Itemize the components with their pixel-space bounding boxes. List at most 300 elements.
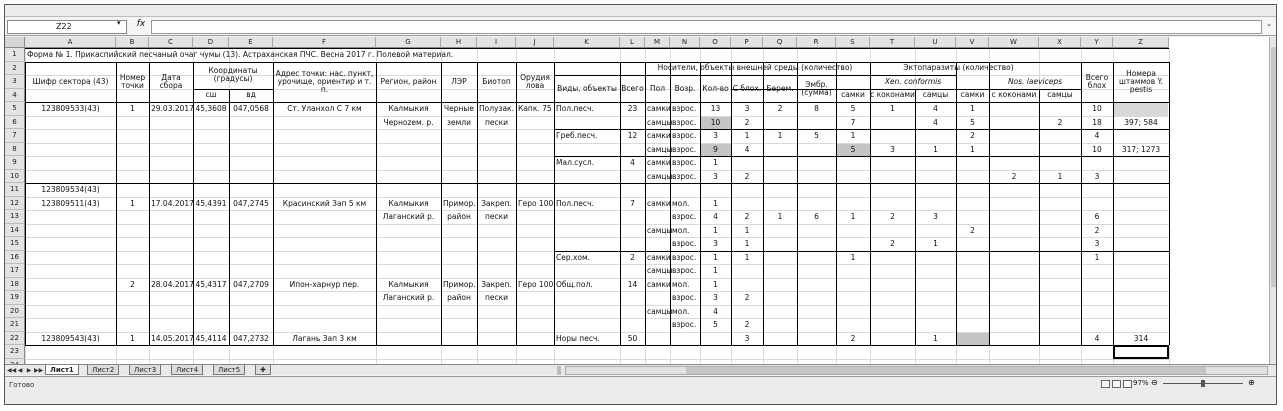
cell[interactable]: 8 xyxy=(814,104,819,113)
cell[interactable]: 3 xyxy=(1094,239,1100,248)
cell[interactable]: 13 xyxy=(710,104,721,113)
sheet-tab[interactable]: Лист3 xyxy=(129,365,161,375)
cell-border xyxy=(915,89,916,346)
row-header[interactable]: 8 xyxy=(5,143,25,157)
row-header[interactable]: 1 xyxy=(5,48,25,62)
cell[interactable]: 2 xyxy=(777,104,783,113)
column-header[interactable]: G xyxy=(376,37,441,48)
cell[interactable]: район xyxy=(447,212,471,221)
sheet-tab[interactable]: Лист4 xyxy=(171,365,203,375)
cell[interactable]: 1 xyxy=(713,279,718,289)
column-header[interactable]: A xyxy=(25,37,116,48)
cell[interactable]: 3 xyxy=(1094,171,1100,181)
cell[interactable]: самки xyxy=(647,131,671,140)
sheet-title: Форма № 1. Прикаспийский песчаный очаг чумы (13). Астраханская ПЧС. Весна 2017 г. Полевой материал. xyxy=(27,50,454,59)
cell[interactable]: Мал.сусл. xyxy=(556,158,595,167)
select-all-corner[interactable] xyxy=(5,37,25,48)
cell[interactable]: 5 xyxy=(850,144,856,154)
header-address: Адрес точки: нас. пункт, урочище, ориентир и т. п. xyxy=(275,68,374,94)
gridline xyxy=(25,224,1169,225)
header-ectoparasites: Эктопаразиты (количество) xyxy=(903,63,1014,73)
cell[interactable]: 1 xyxy=(777,212,783,221)
cell[interactable]: мол. xyxy=(672,306,690,316)
cell[interactable]: пески xyxy=(484,212,509,221)
cell[interactable]: взрос. xyxy=(672,212,697,221)
cell[interactable]: 5 xyxy=(713,320,718,329)
cell[interactable]: Сер.хом. xyxy=(556,252,591,262)
cell[interactable]: 3 xyxy=(713,239,718,248)
cell[interactable]: 2 xyxy=(744,293,750,302)
cell[interactable]: 4 xyxy=(933,104,938,113)
cell[interactable]: 314 xyxy=(1133,333,1149,343)
cell[interactable]: взрос. xyxy=(672,144,697,154)
cell[interactable]: 1 xyxy=(713,266,718,275)
cell[interactable]: 23 xyxy=(627,104,638,113)
cell[interactable]: взрос. xyxy=(672,266,697,275)
cell-border xyxy=(554,129,1169,130)
cell[interactable]: 45,4391 xyxy=(195,198,227,208)
cell[interactable]: 1 xyxy=(744,225,750,235)
header-embryos: Эмбр. (сумма) xyxy=(801,79,832,97)
row-header[interactable]: 4 xyxy=(5,89,25,103)
cell[interactable]: 2 xyxy=(850,333,856,343)
page-break-view-icon[interactable] xyxy=(1123,380,1132,388)
cell[interactable]: 7 xyxy=(850,117,856,127)
cell[interactable]: 4 xyxy=(1094,131,1100,140)
cell-border xyxy=(116,62,117,346)
first-sheet-icon[interactable]: ◀◀ xyxy=(7,367,17,374)
cell[interactable]: Закреп. xyxy=(481,279,512,289)
cell[interactable]: самки xyxy=(647,104,671,113)
row-header[interactable]: 13 xyxy=(5,210,25,224)
cell[interactable]: Лаганский р. xyxy=(382,212,435,221)
cell[interactable]: взрос. xyxy=(672,239,697,248)
cell[interactable]: 2 xyxy=(1011,171,1017,181)
row-header[interactable]: 12 xyxy=(5,197,25,211)
row-header[interactable]: 11 xyxy=(5,183,25,197)
row-header[interactable]: 20 xyxy=(5,305,25,319)
cell[interactable]: 2 xyxy=(744,212,750,221)
cell[interactable]: 17.04.2017 xyxy=(151,198,194,208)
cell[interactable]: 2 xyxy=(1057,117,1063,127)
cell[interactable]: 3 xyxy=(713,293,718,302)
cell-border xyxy=(700,62,701,346)
column-header[interactable]: P xyxy=(731,37,763,48)
normal-view-icon[interactable] xyxy=(1101,380,1110,388)
header-strains: Номера штаммов Y. pestis xyxy=(1119,68,1163,94)
row-header[interactable]: 9 xyxy=(5,156,25,170)
cell[interactable]: Лагань Зап 3 км xyxy=(292,333,357,343)
cell[interactable]: 3 xyxy=(744,333,750,343)
cell[interactable]: Капк. 75 xyxy=(518,104,552,113)
cell[interactable]: 45,4114 xyxy=(195,333,227,343)
cell[interactable]: 6 xyxy=(814,212,819,221)
row-header[interactable]: 23 xyxy=(5,345,25,359)
cell[interactable]: Закреп. xyxy=(481,198,512,208)
header-sex: Пол xyxy=(649,83,666,93)
header-with-cocoons: с коконами xyxy=(991,90,1037,100)
row-header[interactable]: 16 xyxy=(5,251,25,265)
header-longitude: вд xyxy=(246,90,256,100)
cell[interactable]: 047,2745 xyxy=(233,198,269,208)
cell[interactable]: 14 xyxy=(627,279,638,289)
cell[interactable]: 1 xyxy=(713,252,718,262)
cell[interactable]: мол. xyxy=(672,279,690,289)
cell[interactable]: 3 xyxy=(713,171,718,181)
row-header[interactable]: 18 xyxy=(5,278,25,292)
zoom-level[interactable]: 97% xyxy=(1133,379,1149,387)
highlighted-cell xyxy=(957,333,989,346)
gridline xyxy=(25,197,1169,198)
row-header[interactable]: 10 xyxy=(5,170,25,184)
cell[interactable]: 2 xyxy=(744,320,750,329)
cell[interactable]: 2 xyxy=(970,225,975,235)
column-header[interactable]: Y xyxy=(1081,37,1113,48)
cell[interactable]: 2 xyxy=(744,171,750,181)
status-text: Готово xyxy=(9,381,35,389)
header-count: Кол-во xyxy=(702,83,729,93)
row-header[interactable]: 7 xyxy=(5,129,25,143)
cell[interactable]: 18 xyxy=(1092,117,1102,127)
column-header[interactable]: O xyxy=(700,37,731,48)
cell-border xyxy=(25,183,1169,184)
last-sheet-icon[interactable]: ▶▶ xyxy=(34,367,44,374)
cell[interactable]: Пол.песч. xyxy=(556,198,594,208)
cell-border xyxy=(554,251,1169,252)
row-header[interactable]: 3 xyxy=(5,75,25,89)
cell[interactable]: Греб.песч. xyxy=(556,131,598,140)
spreadsheet-window xyxy=(4,4,1277,405)
column-header[interactable]: Q xyxy=(763,37,797,48)
scroll-thumb[interactable] xyxy=(686,367,1206,374)
cell[interactable]: Геро 100 xyxy=(518,279,554,289)
cell[interactable]: 1 xyxy=(850,252,856,262)
highlighted-cell xyxy=(1114,103,1168,116)
row-header[interactable]: 21 xyxy=(5,318,25,332)
cell[interactable]: 4 xyxy=(933,117,938,127)
gridline xyxy=(25,305,1169,306)
cell[interactable]: 29.03.2017 xyxy=(151,104,194,113)
cell-border xyxy=(1113,62,1114,346)
cell[interactable]: Норы песч. xyxy=(556,333,600,343)
function-icon[interactable]: fx xyxy=(136,19,146,29)
cell[interactable]: самцы xyxy=(647,225,673,235)
column-header[interactable]: D xyxy=(193,37,229,48)
row-header[interactable]: 15 xyxy=(5,237,25,251)
cell[interactable]: 28.04.2017 xyxy=(151,279,194,289)
vertical-scrollbar[interactable] xyxy=(1269,37,1276,364)
cell[interactable]: 4 xyxy=(1094,333,1100,343)
cell[interactable]: самки xyxy=(647,198,671,208)
row-header[interactable]: 22 xyxy=(5,332,25,346)
cell[interactable]: Красинский Зап 5 км xyxy=(282,198,367,208)
cell-grid[interactable] xyxy=(5,37,1270,364)
cell[interactable]: 047,0568 xyxy=(233,104,269,113)
header-latitude: сш xyxy=(205,90,217,100)
cell[interactable]: Пол.песч. xyxy=(556,104,594,113)
header-trap-tool: Орудия лова xyxy=(520,72,550,90)
cell-border xyxy=(25,62,26,346)
cell[interactable]: пески xyxy=(484,293,509,302)
header-females: самки xyxy=(841,90,865,100)
header-coordinates: Координаты (градусы) xyxy=(208,66,258,83)
cell-border xyxy=(441,62,442,346)
cell[interactable]: взрос. xyxy=(672,320,697,329)
header-point-number: Номер точки xyxy=(119,72,146,90)
prev-sheet-icon[interactable]: ◀ xyxy=(17,367,23,374)
cell[interactable]: 1 xyxy=(970,144,975,154)
zoom-slider-handle[interactable] xyxy=(1201,380,1205,387)
cell[interactable]: Примор. xyxy=(443,198,476,208)
gridline xyxy=(25,170,1169,171)
horizontal-scrollbar[interactable] xyxy=(565,366,1268,375)
cell[interactable]: 5 xyxy=(970,117,975,127)
column-header[interactable]: T xyxy=(870,37,915,48)
cell[interactable]: 5 xyxy=(850,104,856,113)
cell[interactable]: Лаганский р. xyxy=(382,293,435,302)
cell[interactable]: Черноzем. р. xyxy=(383,117,434,127)
column-header[interactable]: I xyxy=(477,37,516,48)
cell[interactable]: Ипон-харнур пер. xyxy=(289,279,360,289)
cell[interactable]: 14.05.2017 xyxy=(151,333,194,343)
scroll-thumb[interactable] xyxy=(1271,47,1276,287)
sheet-tab[interactable]: Лист2 xyxy=(87,365,119,375)
cell[interactable]: взрос. xyxy=(672,252,697,262)
cell[interactable]: взрос. xyxy=(672,158,697,167)
gridline xyxy=(25,318,1169,319)
cell[interactable]: 1 xyxy=(850,131,856,140)
cell[interactable]: 1 xyxy=(130,104,135,113)
cell[interactable]: 4 xyxy=(713,212,718,221)
cell[interactable]: взрос. xyxy=(672,171,697,181)
cell[interactable]: 047,2709 xyxy=(233,279,269,289)
cell[interactable]: 10 xyxy=(710,117,721,127)
cell[interactable]: Черные xyxy=(444,104,474,113)
gridline xyxy=(25,210,1169,211)
cell[interactable]: самки xyxy=(647,252,671,262)
column-header[interactable]: L xyxy=(620,37,645,48)
header-nos-laeviceps: Nos. laeviceps xyxy=(1007,76,1063,86)
cell[interactable]: 123809533(43) xyxy=(41,104,100,113)
next-sheet-icon[interactable]: ▶ xyxy=(26,367,32,374)
active-cell-selection[interactable] xyxy=(1113,345,1169,359)
cell[interactable]: 123809534(43) xyxy=(41,185,100,194)
column-header[interactable]: Z xyxy=(1113,37,1169,48)
cell[interactable]: 1 xyxy=(130,198,135,208)
cell[interactable]: 1 xyxy=(130,333,135,343)
tab-split-handle[interactable] xyxy=(557,366,561,375)
sheet-tabs-bar xyxy=(5,364,1276,375)
cell[interactable]: 1 xyxy=(933,144,938,154)
cell[interactable]: 2 xyxy=(744,117,750,127)
cell-border xyxy=(763,62,764,346)
cell-border xyxy=(554,156,1169,157)
cell[interactable]: самки xyxy=(647,279,671,289)
cell[interactable]: самцы xyxy=(647,117,673,127)
cell[interactable]: взрос. xyxy=(672,293,697,302)
column-header[interactable]: V xyxy=(956,37,989,48)
cell-border xyxy=(1039,89,1040,346)
cell[interactable]: 3 xyxy=(933,212,938,221)
cell[interactable]: 2 xyxy=(890,212,895,221)
gridline xyxy=(25,291,1169,292)
header-region: Регион, район xyxy=(380,76,437,86)
zoom-out-icon[interactable]: ⊖ xyxy=(1151,378,1158,387)
column-header[interactable]: F xyxy=(273,37,376,48)
column-header[interactable]: E xyxy=(229,37,273,48)
header-males: самцы xyxy=(922,90,949,100)
cell[interactable]: Калмыкия xyxy=(388,279,429,289)
cell[interactable]: 12 xyxy=(627,131,638,140)
cell[interactable]: самцы xyxy=(647,266,673,275)
cell[interactable]: 1 xyxy=(713,225,718,235)
cell[interactable]: 123809543(43) xyxy=(41,333,100,343)
cell[interactable]: Калмыкия xyxy=(388,104,429,113)
name-box[interactable]: Z22 xyxy=(7,20,127,34)
gridline xyxy=(25,332,1169,333)
cell[interactable]: 50 xyxy=(627,333,638,343)
cell[interactable]: мол. xyxy=(672,198,690,208)
cell-border xyxy=(273,62,274,346)
cell[interactable]: 3 xyxy=(890,144,895,154)
cell[interactable]: 123809511(43) xyxy=(41,198,100,208)
cell[interactable]: 10 xyxy=(1092,144,1102,154)
cell[interactable]: 1 xyxy=(933,333,938,343)
row-header[interactable]: 2 xyxy=(5,62,25,76)
column-header[interactable]: J xyxy=(516,37,554,48)
cell[interactable]: пески xyxy=(484,117,509,127)
cell[interactable]: взрос. xyxy=(672,104,697,113)
cell[interactable]: 1 xyxy=(744,239,750,248)
column-header[interactable]: N xyxy=(670,37,700,48)
column-header[interactable]: M xyxy=(645,37,670,48)
cell-border xyxy=(1169,62,1170,346)
row-header[interactable]: 19 xyxy=(5,291,25,305)
cell-border xyxy=(836,62,837,346)
cell[interactable]: 047,2732 xyxy=(233,333,269,343)
cell[interactable]: 10 xyxy=(1092,104,1102,113)
sheet-tab[interactable]: Лист1 xyxy=(45,365,79,375)
header-pregnant: Берем. xyxy=(766,83,794,93)
cell[interactable]: Примор. xyxy=(443,279,476,289)
cell[interactable]: 5 xyxy=(814,131,819,140)
row-header[interactable]: 14 xyxy=(5,224,25,238)
cell[interactable]: 7 xyxy=(630,198,635,208)
cell[interactable]: 45,3608 xyxy=(195,104,227,113)
cell[interactable]: самки xyxy=(647,158,671,167)
insert-sheet-icon[interactable]: ✚ xyxy=(255,365,271,375)
column-header[interactable]: R xyxy=(797,37,836,48)
cell-border xyxy=(149,62,150,346)
cell[interactable]: 1 xyxy=(1057,171,1063,181)
cell[interactable]: взрос. xyxy=(672,117,697,127)
cell[interactable]: 1 xyxy=(744,252,750,262)
cell[interactable]: 1 xyxy=(777,131,783,140)
row-header[interactable]: 17 xyxy=(5,264,25,278)
header-total: Всего xyxy=(621,83,644,93)
cell[interactable]: 4 xyxy=(744,144,750,154)
formula-input[interactable] xyxy=(151,20,1262,34)
cell[interactable]: самцы xyxy=(647,306,673,316)
cell[interactable]: район xyxy=(447,293,471,302)
gridline xyxy=(25,278,1169,279)
cell[interactable]: 1 xyxy=(933,239,938,248)
header-date: Дата сбора xyxy=(159,72,183,90)
cell[interactable]: 4 xyxy=(713,306,718,316)
cell[interactable]: земли xyxy=(447,117,471,127)
cell-border xyxy=(25,102,1169,103)
cell-border xyxy=(25,345,1169,346)
cell[interactable]: 1 xyxy=(744,131,750,140)
column-header[interactable]: H xyxy=(441,37,477,48)
column-header[interactable]: U xyxy=(915,37,956,48)
expand-icon[interactable]: ⌄ xyxy=(1266,20,1272,28)
cell[interactable]: 45,4317 xyxy=(195,279,227,289)
cell[interactable]: самцы xyxy=(647,144,673,154)
column-header[interactable]: K xyxy=(554,37,620,48)
column-header[interactable]: W xyxy=(989,37,1039,48)
column-header[interactable]: C xyxy=(149,37,193,48)
cell[interactable]: 2 xyxy=(890,239,895,248)
cell-border xyxy=(477,62,478,346)
column-header[interactable]: X xyxy=(1039,37,1081,48)
chevron-down-icon[interactable]: ▾ xyxy=(117,19,121,27)
cell[interactable]: самцы xyxy=(647,171,673,181)
cell[interactable]: Общ.пол. xyxy=(556,279,593,289)
row-header[interactable]: 5 xyxy=(5,102,25,116)
cell[interactable]: 2 xyxy=(1094,225,1100,235)
cell[interactable]: 3 xyxy=(713,131,718,140)
gridline xyxy=(25,237,1169,238)
column-header[interactable]: B xyxy=(116,37,149,48)
cell[interactable]: 1 xyxy=(713,158,718,167)
cell[interactable]: 1 xyxy=(713,198,718,208)
cell[interactable]: Ст. Уланхол С 7 км xyxy=(287,104,362,113)
cell-border xyxy=(797,62,798,346)
cell[interactable]: 6 xyxy=(1094,212,1100,221)
cell[interactable]: 2 xyxy=(970,131,975,140)
cell[interactable]: 397; 584 xyxy=(1124,117,1158,127)
header-males: самцы xyxy=(1047,90,1073,100)
cell[interactable]: Полузак. xyxy=(479,104,514,113)
column-header[interactable]: S xyxy=(836,37,870,48)
cell[interactable]: 2 xyxy=(130,279,135,289)
sheet-tab[interactable]: Лист5 xyxy=(213,365,245,375)
cell[interactable]: 317; 1273 xyxy=(1121,144,1161,154)
row-header[interactable]: 6 xyxy=(5,116,25,130)
cell[interactable]: 1 xyxy=(850,212,856,221)
header-with-cocoons: с коконами xyxy=(870,90,915,100)
cell[interactable]: 9 xyxy=(713,144,718,154)
page-layout-view-icon[interactable] xyxy=(1112,380,1121,388)
cell[interactable]: Калмыкия xyxy=(388,198,429,208)
toolbar-strip xyxy=(5,5,1276,17)
gridline xyxy=(25,264,1169,265)
cell[interactable]: взрос. xyxy=(672,131,697,140)
cell[interactable]: 2 xyxy=(630,252,635,262)
cell[interactable]: 1 xyxy=(890,104,895,113)
cell[interactable]: 3 xyxy=(744,104,750,113)
zoom-in-icon[interactable]: ⊕ xyxy=(1248,378,1255,387)
cell-border xyxy=(229,89,230,346)
cell[interactable]: мол. xyxy=(672,225,690,235)
cell[interactable]: 1 xyxy=(970,104,975,113)
cell[interactable]: 4 xyxy=(630,158,635,167)
cell[interactable]: 1 xyxy=(1094,252,1100,262)
header-species: Виды, объекты xyxy=(557,83,617,93)
cell[interactable]: Геро 100 xyxy=(518,198,554,208)
cell-border xyxy=(554,62,555,346)
